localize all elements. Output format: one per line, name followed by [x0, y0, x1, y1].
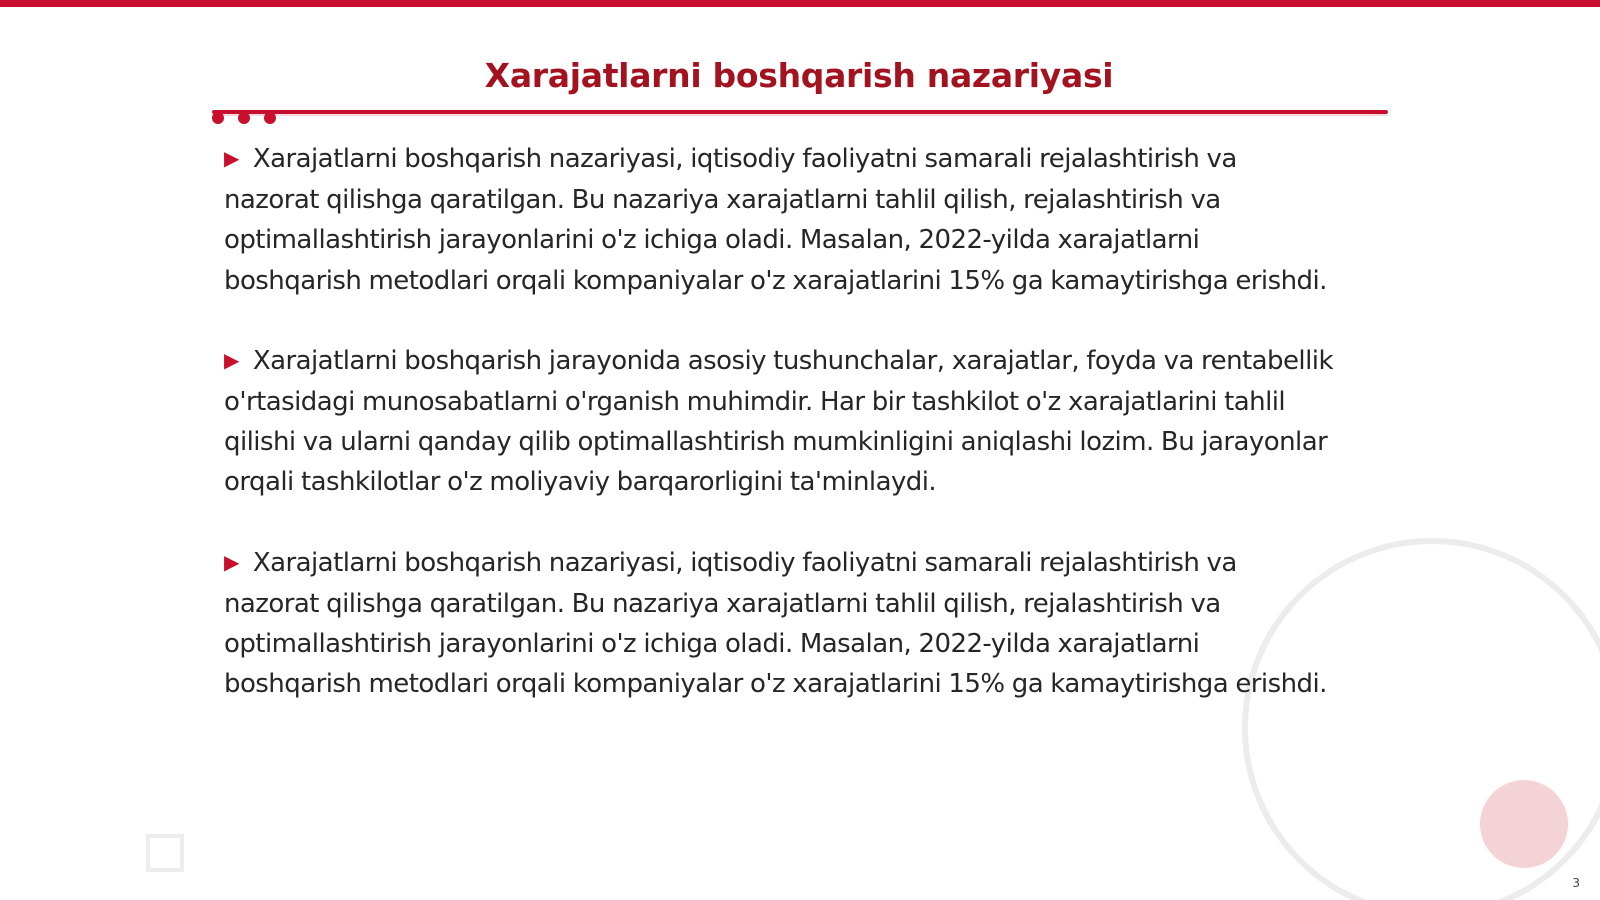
bullet-paragraph-2 — [224, 341, 1334, 503]
top-accent-bar — [0, 0, 1600, 7]
decor-dot-3 — [264, 112, 276, 124]
bullet-text-3: Xarajatlarni boshqarish nazariyasi, iqtisodiy faoliyatni samarali rejalashtirish va nazorat qilishga qaratilgan. Bu nazariya xarajatlarni tahlil qilish, rejalashtirish va optimallashtirish jarayonlarini o'z ichiga oladi. Masalan, 2022-yilda xarajatlarni boshqarish metodlari orqali kompaniyalar o'z xarajatlarini 15% ga kamaytirishga erishdi. — [224, 547, 1327, 700]
decor-square — [146, 834, 184, 872]
bullet-text-1: Xarajatlarni boshqarish nazariyasi, iqtisodiy faoliyatni samarali rejalashtirish va nazorat qilishga qaratilgan. Bu nazariya xarajatlarni tahlil qilish, rejalashtirish va optimallashtirish jarayonlarini o'z ichiga oladi. Masalan, 2022-yilda xarajatlarni boshqarish metodlari orqali kompaniyalar o'z xarajatlarini 15% ga kamaytirishga erishdi. — [224, 144, 1327, 296]
page-number: 3 — [1572, 876, 1580, 890]
slide-title: Xarajatlarni boshqarish nazariyasi — [484, 56, 1114, 95]
decor-dot-1 — [212, 112, 224, 124]
decor-circle — [1480, 780, 1568, 868]
decor-dot-2 — [238, 112, 250, 124]
title-underline-shadow — [212, 114, 1388, 116]
bullet-paragraph-3 — [224, 543, 1334, 705]
triangle-right-icon: ▶ — [224, 347, 239, 372]
bullet-paragraph-1 — [224, 139, 1334, 301]
bullet-list — [224, 139, 1334, 744]
bullet-text-2: Xarajatlarni boshqarish jarayonida asosiy tushunchalar, xarajatlar, foyda va rentabellik o'rtasidagi munosabatlarni o'rganish muhimdir. Har bir tashkilot o'z xarajatlarini tahlil qilishi va ularni qanday qilib optimallashtirish mumkinligini aniqlashi lozim. Bu jarayonlar orqali tashkilotlar o'z moliyaviy barqarorligini ta'minlaydi. — [224, 345, 1333, 498]
triangle-right-icon: ▶ — [224, 549, 239, 574]
triangle-right-icon: ▶ — [224, 146, 239, 170]
